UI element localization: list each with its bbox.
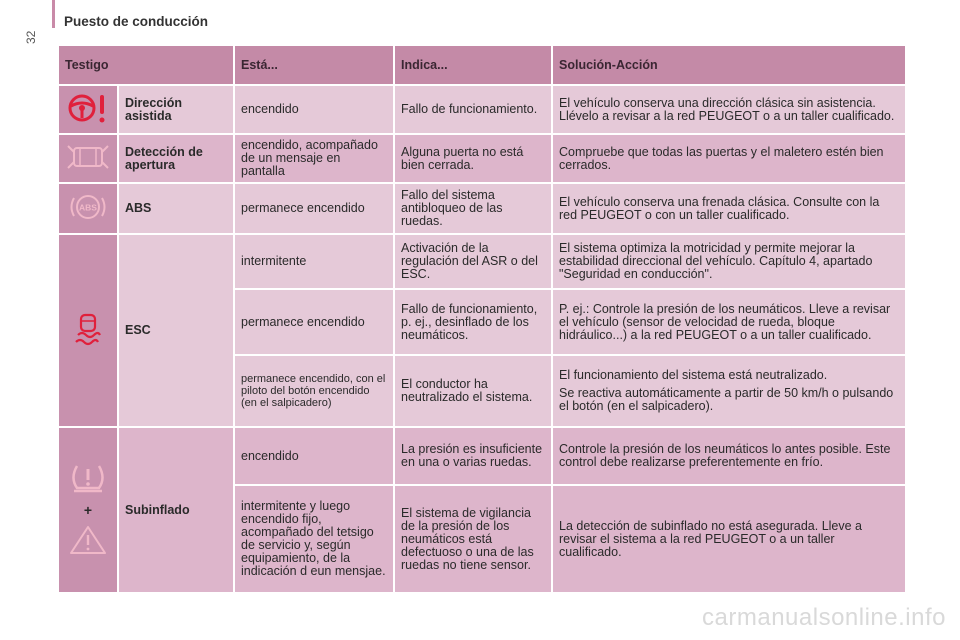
row-indicates: Fallo de funcionamiento.: [395, 86, 551, 133]
row-indicates: Alguna puerta no está bien cerrada.: [395, 135, 551, 182]
col-header-solucion: Solución-Acción: [553, 46, 905, 84]
table-row: [59, 86, 905, 133]
row-state: intermitente: [235, 235, 393, 288]
steering-warning-icon: [66, 91, 110, 128]
table-header-row: [59, 46, 905, 84]
warning-lights-table: [57, 44, 907, 594]
page-side-rule: [52, 0, 55, 28]
row-indicates: Fallo de funcionamiento, p. ej., desinflado de los neumáticos.: [395, 290, 551, 354]
row-indicates: El sistema de vigilancia de la presión de los neumáticos está defectuoso o una de las ruedas no tiene sensor.: [395, 486, 551, 592]
abs-icon: [66, 192, 110, 225]
warning-triangle-icon: [61, 523, 115, 560]
watermark: carmanualsonline.info: [702, 604, 946, 631]
col-header-esta: Está...: [235, 46, 393, 84]
row-name: Dirección asistida: [119, 86, 233, 133]
row-solution: El vehículo conserva una dirección clásica sin asistencia. Llévelo a revisar a la red PEUGEOT o a un taller cualificado.: [553, 86, 905, 133]
icon-cell: [59, 235, 117, 426]
row-name: Subinflado: [119, 428, 233, 592]
row-solution: [553, 356, 905, 426]
row-solution-line: Se reactiva automáticamente a partir de 50 km/h o pulsando el botón (en el salpicadero).: [559, 386, 894, 413]
row-indicates: La presión es insuficiente en una o varias ruedas.: [395, 428, 551, 484]
table-row: [59, 235, 905, 288]
col-header-indica: Indica...: [395, 46, 551, 84]
row-solution: La detección de subinflado no está asegurada. Lleve a revisar el sistema a la red PEUGEOT o a un taller cualificado.: [553, 486, 905, 592]
row-solution: El sistema optimiza la motricidad y permite mejorar la estabilidad direccional del vehículo. Capítulo 4, apartado "Seguridad en conducción".: [553, 235, 905, 288]
col-header-testigo: Testigo: [59, 46, 233, 84]
table-row: [59, 135, 905, 182]
icon-cell: [59, 135, 117, 182]
row-indicates: El conductor ha neutralizado el sistema.: [395, 356, 551, 426]
row-state: permanece encendido: [235, 290, 393, 354]
table-row: [59, 428, 905, 484]
page-number: 32: [24, 30, 38, 44]
icon-cell: [59, 428, 117, 592]
row-solution: Controle la presión de los neumáticos lo antes posible. Este control debe realizarse preferentemente en frío.: [553, 428, 905, 484]
row-name: ABS: [119, 184, 233, 233]
row-state: intermitente y luego encendido fijo, acompañado del tetsigo de servicio y, según equipamiento, de la indicación d eun mensjae.: [235, 486, 393, 592]
row-state: encendido: [235, 428, 393, 484]
svg-text:ABS: ABS: [79, 202, 97, 213]
row-state: permanece encendido: [235, 184, 393, 233]
row-state: encendido, acompañado de un mensaje en pantalla: [235, 135, 393, 182]
icon-joiner: +: [83, 501, 93, 518]
section-title: Puesto de conducción: [64, 14, 209, 29]
table-row: [59, 184, 905, 233]
row-state: permanece encendido, con el piloto del botón encendido (en el salpicadero): [235, 356, 393, 426]
icon-cell: [59, 184, 117, 233]
row-solution: El vehículo conserva una frenada clásica. Consulte con la red PEUGEOT o con un taller cualificado.: [553, 184, 905, 233]
icon-cell: [59, 86, 117, 133]
row-state: encendido: [235, 86, 393, 133]
esc-skid-icon: [70, 311, 106, 350]
tyre-pressure-icon: [61, 461, 115, 498]
row-name: ESC: [119, 235, 233, 426]
row-solution-line: El funcionamiento del sistema está neutralizado.: [559, 368, 828, 382]
open-door-icon: [66, 142, 110, 175]
row-solution: P. ej.: Controle la presión de los neumáticos. Lleve a revisar el vehículo (sensor de velocidad de rueda, bloque hidráulico...) a la red PEUGEOT o a un taller cualificado.: [553, 290, 905, 354]
row-name: Detección de apertura: [119, 135, 233, 182]
row-indicates: Activación de la regulación del ASR o del ESC.: [395, 235, 551, 288]
row-solution: Compruebe que todas las puertas y el maletero estén bien cerrados.: [553, 135, 905, 182]
row-indicates: Fallo del sistema antibloqueo de las ruedas.: [395, 184, 551, 233]
